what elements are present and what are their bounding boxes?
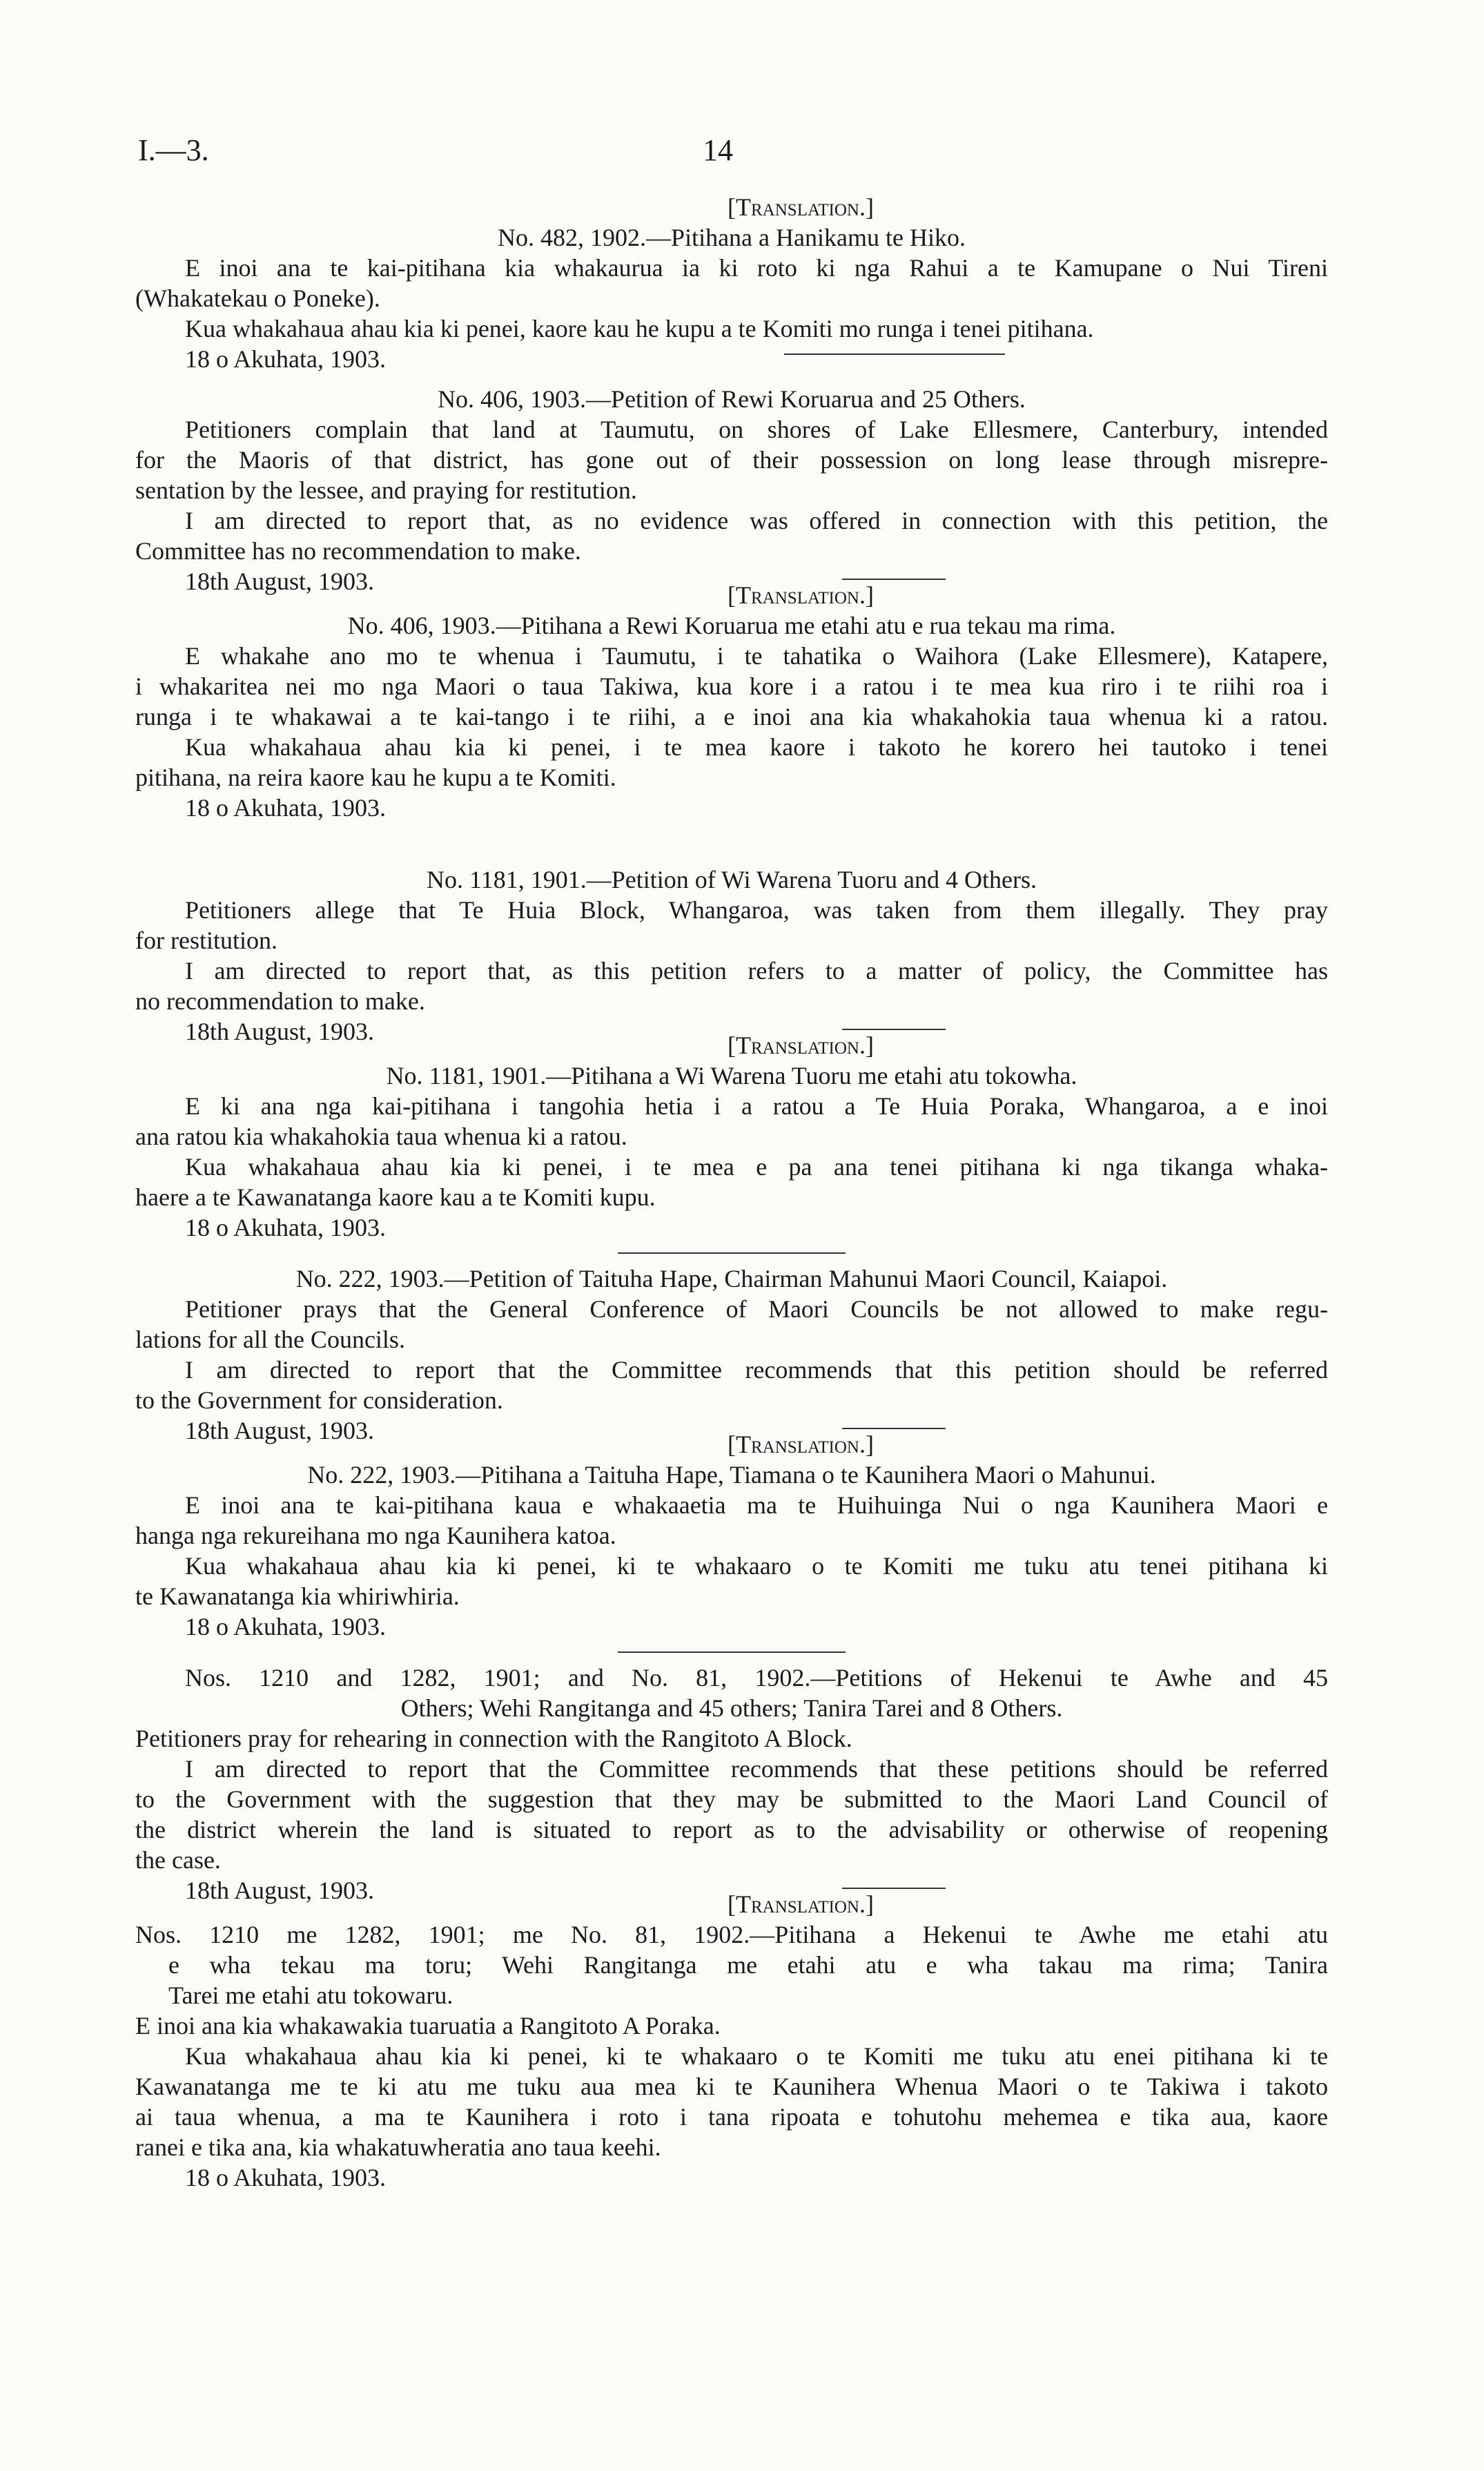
translation-label: [Translation.] [728, 1031, 874, 1059]
section-heading: No. 222, 1903.—Petition of Taituha Hape, Chairman Mahunui Maori Council, Kaiapoi. [295, 1265, 1168, 1292]
translation-label: [Translation.] [728, 581, 874, 609]
date-line: 18 o Akuhata, 1903. [185, 794, 386, 822]
document-reference: I.—3. [138, 133, 209, 167]
body-line: Kawanatanga me te ki atu me tuku aua mea ki te Kaunihera Whenua Maori o te Takiwa i takoto [135, 2073, 1328, 2100]
section-petition-1181-translation [135, 1030, 1328, 1254]
section-divider [618, 1252, 846, 1254]
body-line: Kua whakahaua ahau kia ki penei, i te mea kaore i takoto he korero hei tautoko i tenei [185, 733, 1328, 761]
body-line: Petitioners pray for rehearing in connection with the Rangitoto A Block. [135, 1725, 852, 1752]
body-line: E inoi ana te kai-pitihana kia whakaurua ia ki roto ki nga Rahui a te Kamupane o Nui Tireni [185, 254, 1328, 282]
section-heading: Others; Wehi Rangitanga and 45 others; Tanira Tarei and 8 Others. [400, 1694, 1063, 1722]
body-line: runga i te whakawai a te kai-tango i te riihi, a e inoi ana kia whakahokia taua whenua ki a ratou. [135, 703, 1328, 730]
date-line: 18 o Akuhata, 1903. [185, 1214, 386, 1241]
body-line: no recommendation to make. [135, 987, 425, 1015]
date-line: 18 o Akuhata, 1903. [185, 2164, 386, 2191]
body-line: haere a te Kawanatanga kaore kau a te Komiti kupu. [135, 1183, 656, 1211]
body-line: Petitioners allege that Te Huia Block, Whangaroa, was taken from them illegally. They pray [185, 896, 1328, 924]
body-line: sentation by the lessee, and praying for restitution. [135, 476, 637, 504]
body-line: the case. [135, 1846, 221, 1874]
date-line: 18th August, 1903. [185, 1877, 375, 1904]
body-line: E whakahe ano mo te whenua i Taumutu, i te tahatika o Waihora (Lake Ellesmere), Katapere, [185, 642, 1328, 670]
date-line: 18th August, 1903. [185, 1018, 375, 1045]
body-line: to the Government with the suggestion that they may be submitted to the Maori Land Council of [135, 1785, 1328, 1813]
section-heading: No. 482, 1902.—Pitihana a Hanikamu te Hiko. [498, 224, 966, 251]
date-line: 18 o Akuhata, 1903. [185, 1613, 386, 1640]
page-body [135, 192, 1328, 2193]
body-line: Kua whakahaua ahau kia ki penei, ki te whakaaro o te Komiti me tuku atu enei pitihana ki te [185, 2042, 1328, 2070]
body-line: i whakaritea nei mo nga Maori o taua Takiwa, kua kore i a ratou i te mea kua riro i te riihi roa i [135, 672, 1328, 700]
body-line: I am directed to report that, as this petition refers to a matter of policy, the Committee has [185, 957, 1328, 985]
section-heading: No. 1181, 1901.—Petition of Wi Warena Tuoru and 4 Others. [427, 866, 1037, 893]
section-petitions-1210-1282-81-translation [135, 1889, 1328, 2193]
body-line: Kua whakahaua ahau kia ki penei, kaore kau he kupu a te Komiti mo runga i tenei pitihana. [185, 315, 1094, 342]
section-heading: No. 406, 1903.—Petition of Rewi Koruarua and 25 Others. [438, 385, 1026, 413]
page-number: 14 [703, 133, 733, 167]
body-line: hanga nga rekureihana mo nga Kaunihera katoa. [135, 1522, 616, 1549]
body-line: ai taua whenua, a ma te Kaunihera i roto i tana ripoata e tohutohu mehemea e tika aua, kaore [135, 2103, 1328, 2131]
body-line: E inoi ana te kai-pitihana kaua e whakaaetia ma te Huihuinga Nui o nga Kaunihera Maori e [185, 1491, 1328, 1519]
body-line: te Kawanatanga kia whiriwhiria. [135, 1582, 460, 1610]
section-petition-482-translation [135, 192, 1328, 373]
body-line: Committee has no recommendation to make. [135, 537, 581, 565]
section-divider [618, 1651, 846, 1653]
body-line: (Whakatekau o Poneke). [135, 284, 380, 312]
body-line: I am directed to report that the Committee recommends that this petition should be referred [185, 1356, 1328, 1384]
date-line: 18th August, 1903. [185, 1417, 375, 1444]
body-line: ana ratou kia whakahokia taua whenua ki a ratou. [135, 1123, 627, 1150]
body-line: lations for all the Councils. [135, 1326, 405, 1353]
body-line: for the Maoris of that district, has gone out of their possession on long lease through misrepre- [135, 446, 1328, 474]
section-heading: Tarei me etahi atu tokowaru. [168, 1981, 453, 2009]
body-line: Kua whakahaua ahau kia ki penei, i te mea e pa ana tenei pitihana ki nga tikanga whaka- [185, 1153, 1328, 1181]
section-heading: e wha tekau ma toru; Wehi Rangitanga me etahi atu e wha takau ma rima; Tanira [168, 1951, 1328, 1979]
body-line: to the Government for consideration. [135, 1386, 503, 1414]
date-line: 18 o Akuhata, 1903. [185, 345, 386, 373]
body-line: Petitioner prays that the General Conference of Maori Councils be not allowed to make regu- [185, 1295, 1328, 1323]
section-petition-222 [135, 1263, 1328, 1444]
body-line: for restitution. [135, 927, 277, 954]
body-line: I am directed to report that the Committee recommends that these petitions should be referred [185, 1755, 1328, 1783]
body-line: Petitioners complain that land at Taumutu, on shores of Lake Ellesmere, Canterbury, intended [185, 416, 1328, 443]
body-line: I am directed to report that, as no evidence was offered in connection with this petition, the [185, 507, 1328, 534]
translation-label: [Translation.] [728, 1431, 874, 1458]
section-heading: No. 1181, 1901.—Pitihana a Wi Warena Tuoru me etahi atu tokowha. [386, 1062, 1077, 1089]
translation-label: [Translation.] [728, 1890, 874, 1918]
section-divider [784, 353, 1005, 355]
body-line: E inoi ana kia whakawakia tuaruatia a Rangitoto A Poraka. [135, 2012, 721, 2039]
section-heading: No. 406, 1903.—Pitihana a Rewi Koruarua me etahi atu e rua tekau ma rima. [347, 612, 1116, 639]
translation-label: [Translation.] [728, 193, 874, 221]
date-line: 18th August, 1903. [185, 568, 375, 595]
body-line: E ki ana nga kai-pitihana i tangohia hetia i a ratou a Te Huia Poraka, Whangaroa, a e inoi [185, 1092, 1328, 1120]
section-heading: Nos. 1210 me 1282, 1901; me No. 81, 1902.—Pitihana a Hekenui te Awhe me etahi atu [135, 1921, 1328, 1948]
section-heading: No. 222, 1903.—Pitihana a Taituha Hape, Tiamana o te Kaunihera Maori o Mahunui. [307, 1461, 1156, 1489]
body-line: pitihana, na reira kaore kau he kupu a te Komiti. [135, 764, 616, 791]
section-petition-406-translation [135, 580, 1328, 823]
body-line: the district wherein the land is situated to report as to the advisability or otherwise of reopening [135, 1816, 1328, 1843]
section-petition-222-translation [135, 1429, 1328, 1653]
section-heading: Nos. 1210 and 1282, 1901; and No. 81, 1902.—Petitions of Hekenui te Awhe and 45 [185, 1664, 1328, 1692]
body-line: Kua whakahaua ahau kia ki penei, ki te whakaaro o te Komiti me tuku atu tenei pitihana ki [185, 1552, 1328, 1580]
body-line: ranei e tika ana, kia whakatuwheratia ano taua keehi. [135, 2133, 661, 2161]
